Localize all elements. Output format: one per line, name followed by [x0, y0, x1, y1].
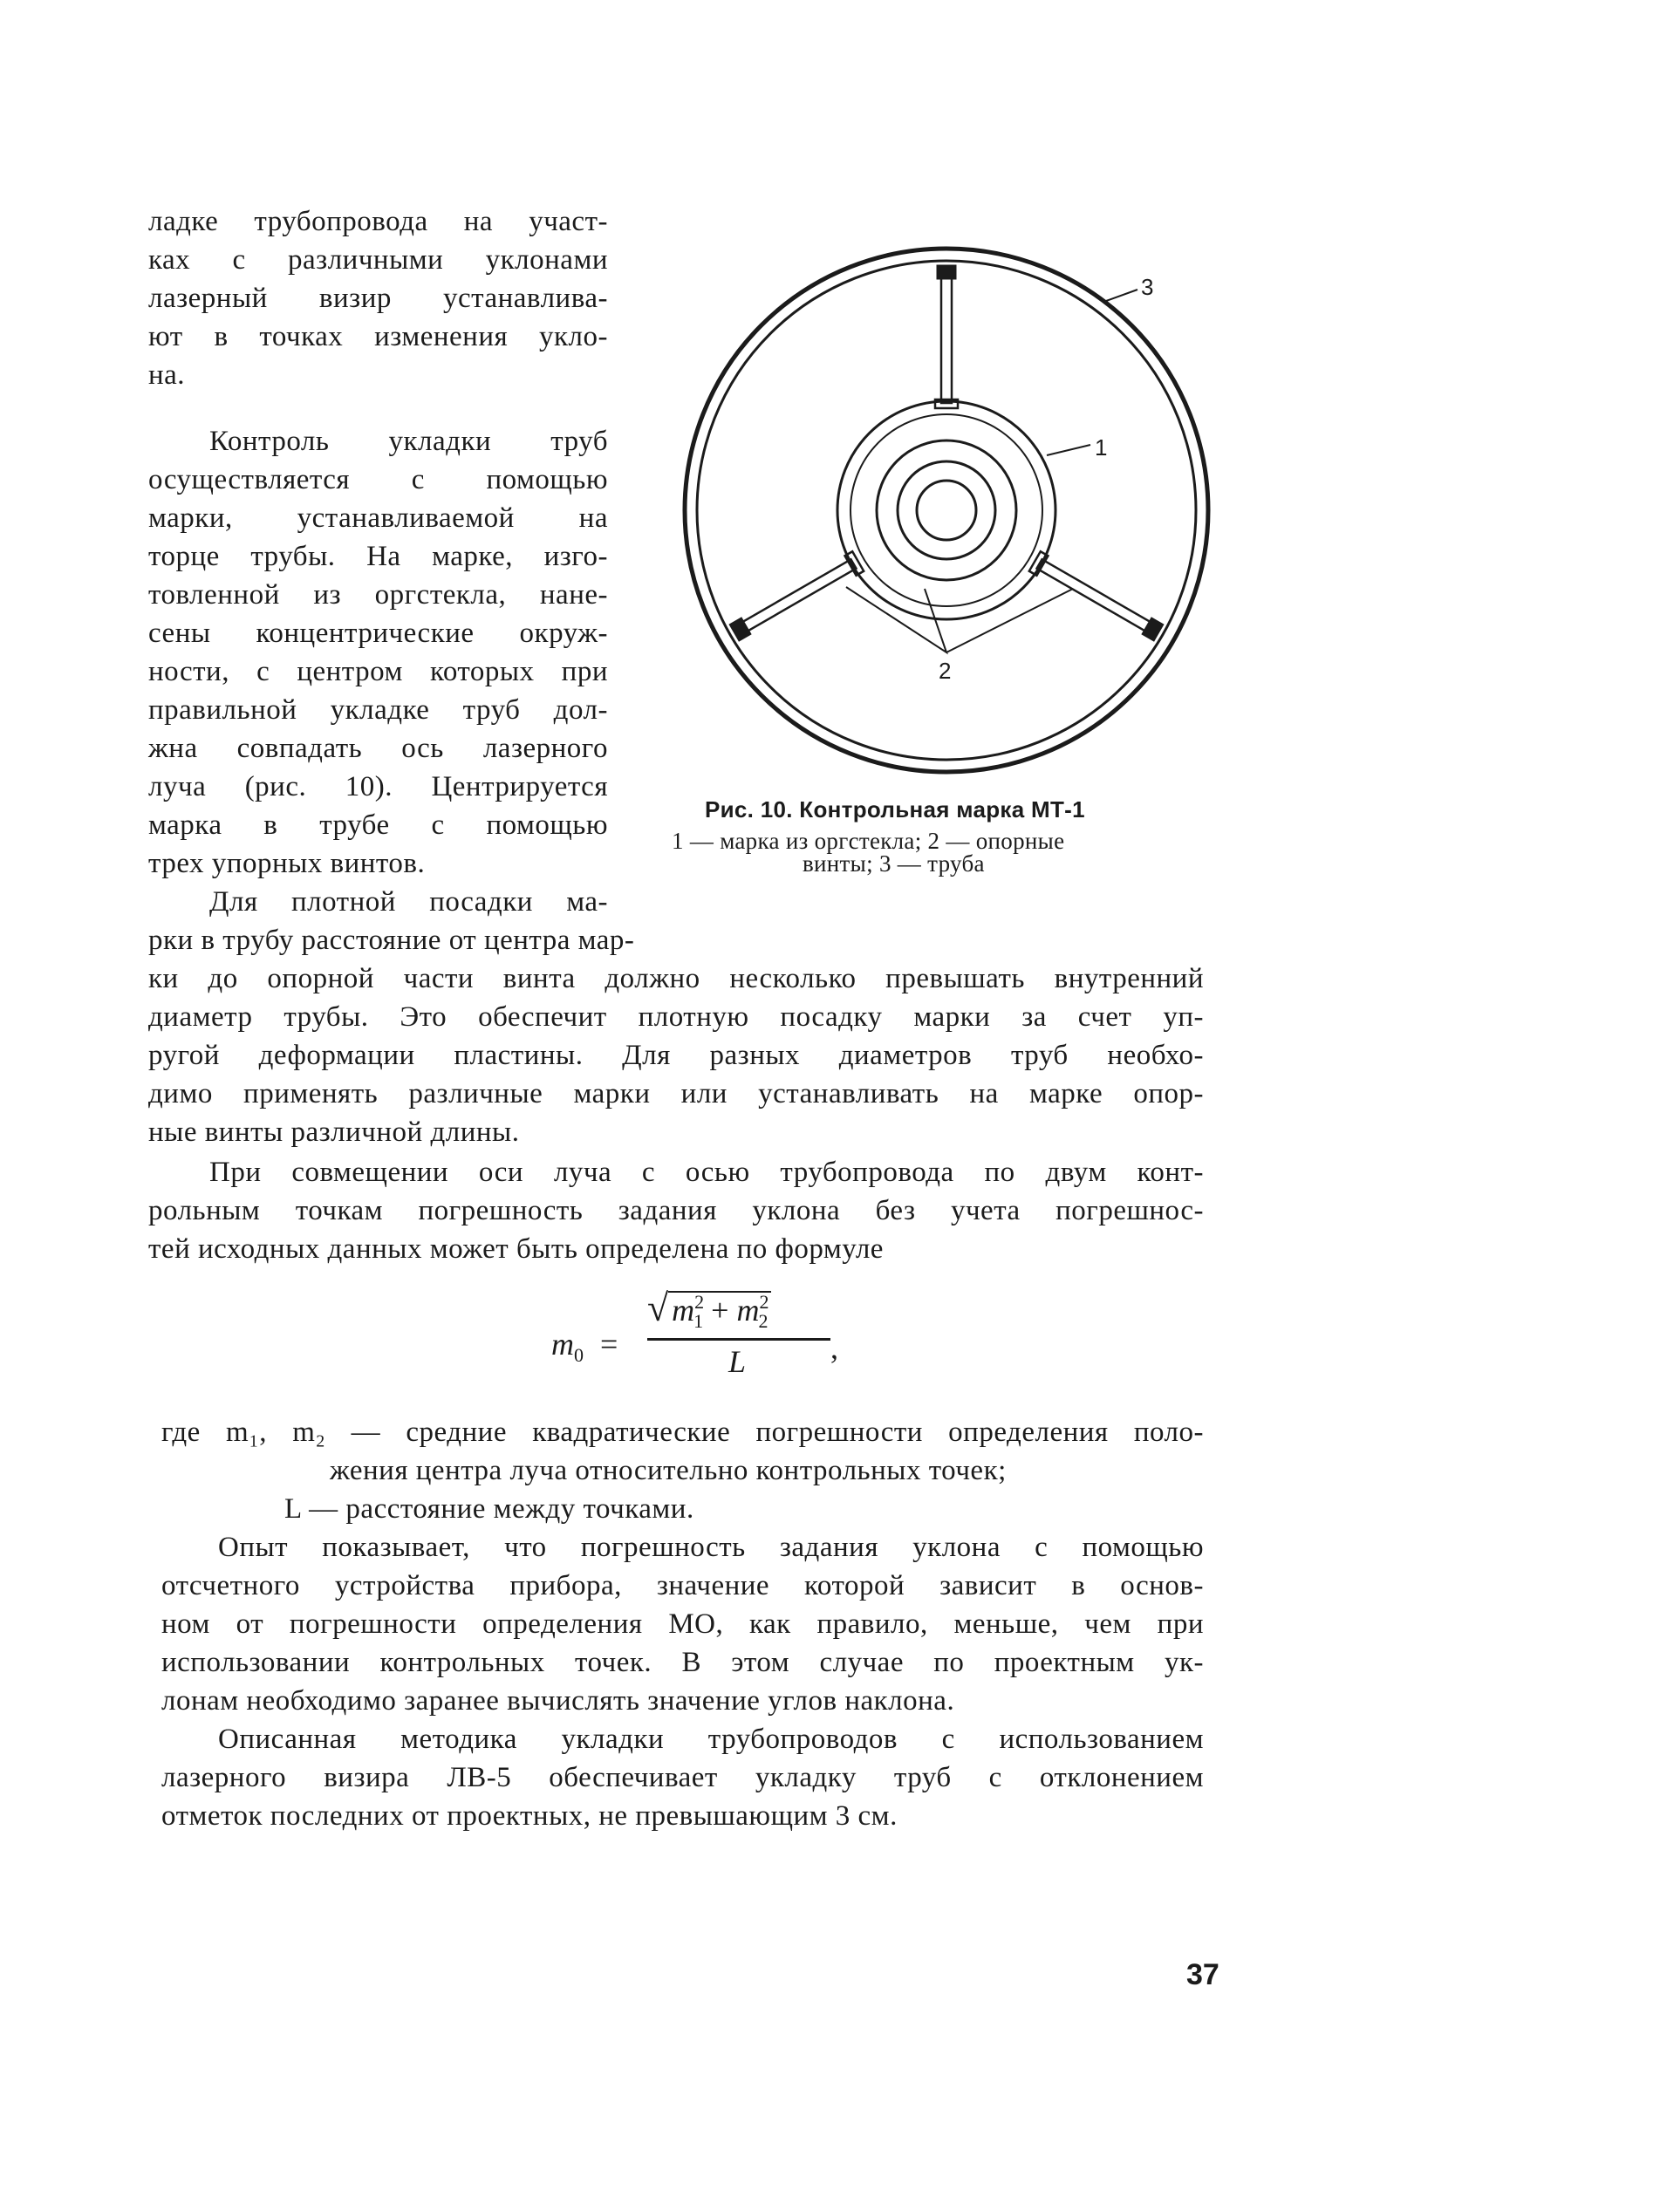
text-line: Описанная методика укладки трубопроводов с использованием: [218, 1724, 1204, 1755]
text-line: марки, устанавливаемой на: [148, 502, 608, 534]
text-line: жна совпадать ось лазерного: [148, 733, 608, 764]
text-line: ладке трубопровода на участ-: [148, 206, 608, 237]
label-2: 2: [939, 658, 952, 684]
text-line: ные винты различной длины.: [148, 1116, 520, 1148]
text-line: отметок последних от проектных, не превышающим 3 см.: [161, 1800, 898, 1832]
text-line: тей исходных данных может быть определена по формуле: [148, 1233, 884, 1265]
support-screw-right: [728, 551, 864, 643]
formula-lhs: $m_0$ =: [551, 1327, 618, 1366]
text-line: Контроль укладки труб: [209, 426, 608, 457]
leader-2: [846, 587, 946, 652]
page-number: 37: [1186, 1958, 1219, 1991]
text-line: луча (рис. 10). Центрируется: [148, 771, 608, 802]
text-line: ности, с центром которых при: [148, 656, 608, 687]
control-mark-figure: [680, 236, 1230, 785]
text-line: ругой деформации пластины. Для разных диаметров труб необхо-: [148, 1040, 1204, 1071]
pipe-inner-ring: [697, 261, 1196, 760]
mark-ring-5: [917, 481, 976, 540]
text-line: рольным точкам погрешность задания уклона без учета погрешнос-: [148, 1195, 1204, 1226]
mark-ring-4: [898, 461, 995, 559]
text-line: ют в точках изменения укло-: [148, 321, 608, 352]
text-line: сены концентрические окруж-: [148, 618, 608, 649]
label-3: 3: [1141, 274, 1154, 300]
formula-comma: ,: [830, 1330, 838, 1365]
figure-caption-title: Рис. 10. Контрольная марка МТ-1: [705, 796, 1085, 823]
pipe-outer-ring: [685, 249, 1208, 772]
text-line: лонам необходимо заранее вычислять значение углов наклона.: [161, 1685, 955, 1717]
mark-ring-2: [850, 414, 1042, 606]
text-line: где m₁, m₂ — средние квадратические погрешности определения поло-: [161, 1417, 1204, 1448]
text-line: лазерного визира ЛВ-5 обеспечивает укладку труб с отклонением: [161, 1762, 1204, 1793]
text-line: ках с различными уклонами: [148, 244, 608, 276]
text-line: димо применять различные марки или устанавливать на марке опор-: [148, 1078, 1204, 1109]
support-screw-top: [935, 265, 958, 408]
text-line: жения центра луча относительно контрольных точек;: [330, 1455, 1007, 1486]
text-line: марка в трубе с помощью: [148, 809, 608, 841]
text-line: ки до опорной части винта должно несколько превышать внутренний: [148, 963, 1204, 994]
formula-denominator: L: [728, 1344, 747, 1379]
leader-3: [1106, 290, 1137, 301]
figure-caption-line: 1 — марка из оргстекла; 2 — опорные: [672, 828, 1065, 854]
text-line: на.: [148, 359, 186, 391]
text-line: Для плотной посадки ма-: [209, 886, 608, 918]
text-line: ном от погрешности определения МО, как правило, меньше, чем при: [161, 1608, 1204, 1640]
text-line: При совмещении оси луча с осью трубопровода по двум конт-: [209, 1157, 1204, 1188]
label-1: 1: [1095, 434, 1108, 461]
text-line: L — расстояние между точками.: [284, 1493, 694, 1525]
leader-1: [1047, 445, 1090, 455]
text-line: осуществляется с помощью: [148, 464, 608, 495]
text-line: Опыт показывает, что погрешность задания уклона с помощью: [218, 1532, 1204, 1563]
text-line: рки в трубу расстояние от центра мар-: [148, 925, 635, 956]
text-line: диаметр трубы. Это обеспечит плотную посадку марки за счет уп-: [148, 1001, 1204, 1033]
text-line: отсчетного устройства прибора, значение которой зависит в основ-: [161, 1570, 1204, 1601]
text-line: торце трубы. На марке, изго-: [148, 541, 608, 572]
text-line: лазерный визир устанавлива-: [148, 283, 608, 314]
text-line: трех упорных винтов.: [148, 848, 426, 879]
support-screw-left: [1029, 551, 1165, 643]
text-line: товленной из оргстекла, нане-: [148, 579, 608, 611]
figure-caption-line: винты; 3 — труба: [803, 850, 985, 877]
mark-ring-1: [837, 401, 1055, 619]
formula-numerator: √ $m^2_1 + m^2_2$: [647, 1286, 771, 1330]
text-line: использовании контрольных точек. В этом случае по проектным ук-: [161, 1647, 1204, 1678]
fraction-bar: [647, 1338, 830, 1341]
text-line: правильной укладке труб дол-: [148, 694, 608, 726]
